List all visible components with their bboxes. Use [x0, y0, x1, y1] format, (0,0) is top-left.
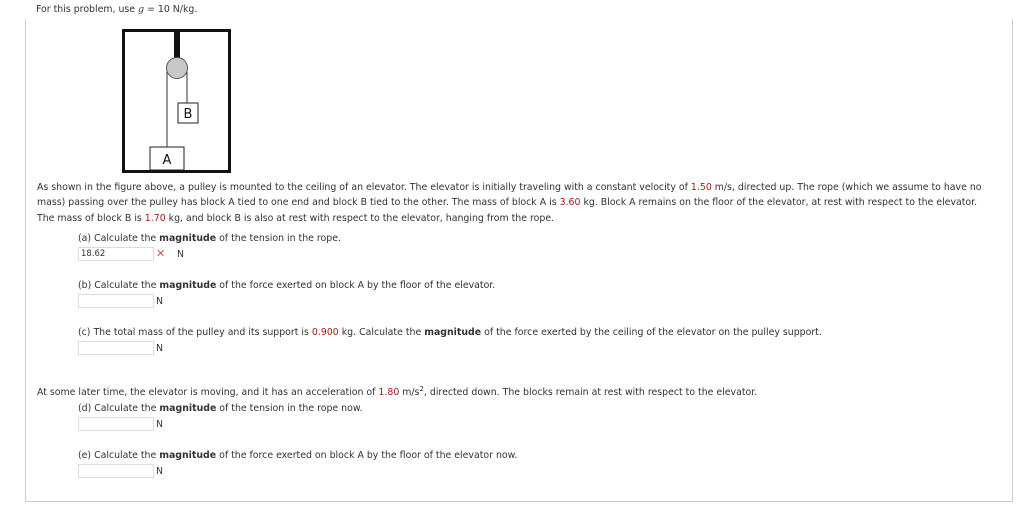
- question-c: (c) The total mass of the pulley and its support is 0.900 kg. Calculate the magnitude of the force exerted by the ceiling of the elevator on the pulley support.: [78, 327, 822, 338]
- block-b-label: B: [183, 107, 193, 122]
- pulley: [167, 58, 188, 79]
- answer-b-input[interactable]: [78, 294, 154, 308]
- pulley-mass-value: 0.900: [311, 327, 339, 338]
- g-symbol: g: [138, 4, 145, 15]
- question-d: (d) Calculate the magnitude of the tension in the rope now.: [78, 403, 363, 414]
- answer-d-input[interactable]: [78, 417, 154, 431]
- problem-card: [25, 19, 1013, 502]
- unit-a: N: [177, 249, 185, 260]
- later-statement: At some later time, the elevator is moving, and it has an acceleration of 1.80 $m/s^2$, directed down. The blocks remain at rest with respect to the elevator.: [37, 385, 758, 399]
- velocity-value: 1.50: [690, 182, 712, 193]
- elevator-pulley-figure: [122, 29, 232, 174]
- problem-statement: As shown in the figure above, a pulley is mounted to the ceiling of an elevator. The elevator is initially traveling with a constant velocity of 1.50 m/s, directed up. The rope (which we assume to have no mass) passing over the pulley has block A tied to one end and block B tied to the other. The mass of block A is 3.60 kg. Block A remains on the floor of the elevator, at rest with respect to the elevator. The mass of block B is 1.70 kg, and block B is also at rest with respect to the elevator, hanging from the rope.: [37, 182, 982, 224]
- question-e: (e) Calculate the magnitude of the force exerted on block A by the floor of the elevator now.: [78, 450, 518, 461]
- unit-c: N: [156, 343, 164, 354]
- unit-e: N: [156, 466, 164, 477]
- question-a: (a) Calculate the magnitude of the tension in the rope.: [78, 233, 341, 244]
- block-a-label: A: [162, 153, 172, 168]
- answer-a-input[interactable]: [78, 247, 154, 261]
- problem-intro: For this problem, use g = 10 N/kg.: [36, 4, 198, 15]
- acceleration-value: 1.80: [378, 387, 400, 399]
- incorrect-x-icon: ✕: [156, 247, 166, 260]
- unit-d: N: [156, 419, 164, 430]
- answer-c-input[interactable]: [78, 341, 154, 355]
- unit-b: N: [156, 296, 164, 307]
- mass-a-value: 3.60: [559, 197, 581, 209]
- mass-b-value: 1.70: [144, 212, 166, 224]
- answer-e-input[interactable]: [78, 464, 154, 478]
- question-b: (b) Calculate the magnitude of the force exerted on block A by the floor of the elevator.: [78, 280, 496, 291]
